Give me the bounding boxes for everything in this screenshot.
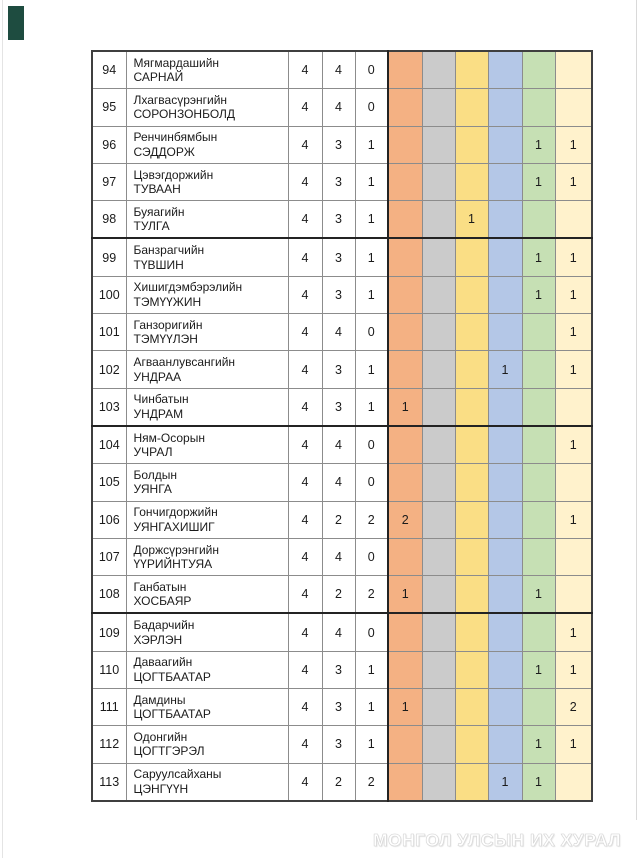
blue-category-cell	[488, 576, 522, 614]
cream-category-cell	[555, 388, 592, 426]
value-cell-v1: 4	[288, 388, 322, 426]
blue-category-cell	[488, 89, 522, 126]
orange-category-cell	[388, 538, 422, 575]
name-cell	[126, 501, 288, 538]
gray-category-cell	[422, 163, 455, 200]
value-cell-v3: 1	[355, 651, 388, 688]
name-cell	[126, 238, 288, 276]
name-given: ЦЭНГҮҮН	[133, 781, 189, 796]
value-cell-v2: 3	[322, 163, 355, 200]
row-number-cell: 94	[92, 51, 126, 89]
value-cell-v2: 4	[322, 51, 355, 89]
name-given: УЯНГА	[133, 482, 172, 497]
value-cell-v1: 4	[288, 201, 322, 239]
gray-category-cell	[422, 314, 455, 351]
yellow-category-cell	[455, 651, 488, 688]
value-cell-v1: 4	[288, 314, 322, 351]
gray-category-cell	[422, 538, 455, 575]
name-patronymic: Дамдины	[133, 692, 186, 707]
orange-category-cell: 1	[388, 388, 422, 426]
gray-category-cell	[422, 51, 455, 89]
value-cell-v3: 2	[355, 576, 388, 614]
name-patronymic: Саруулсайханы	[133, 767, 222, 782]
cream-category-cell	[555, 538, 592, 575]
row-number-cell: 111	[92, 689, 126, 726]
row-number-cell: 106	[92, 501, 126, 538]
yellow-category-cell	[455, 613, 488, 651]
orange-category-cell	[388, 726, 422, 763]
green-category-cell	[522, 501, 555, 538]
green-category-cell: 1	[522, 651, 555, 688]
green-category-cell	[522, 201, 555, 239]
gray-category-cell	[422, 763, 455, 801]
yellow-category-cell	[455, 276, 488, 313]
green-category-cell: 1	[522, 126, 555, 163]
name-patronymic: Доржсүрэнгийн	[133, 542, 219, 557]
orange-category-cell	[388, 464, 422, 501]
row-number-cell: 99	[92, 238, 126, 276]
yellow-category-cell	[455, 351, 488, 388]
value-cell-v1: 4	[288, 538, 322, 575]
table-row	[92, 651, 592, 688]
value-cell-v1: 4	[288, 351, 322, 388]
yellow-category-cell	[455, 89, 488, 126]
green-category-cell	[522, 426, 555, 464]
gray-category-cell	[422, 689, 455, 726]
value-cell-v3: 2	[355, 501, 388, 538]
cream-category-cell	[555, 763, 592, 801]
blue-category-cell	[488, 689, 522, 726]
blue-category-cell	[488, 126, 522, 163]
name-given: САРНАЙ	[133, 70, 184, 85]
attendance-table-body	[92, 51, 592, 801]
orange-category-cell	[388, 126, 422, 163]
blue-category-cell	[488, 388, 522, 426]
gray-category-cell	[422, 726, 455, 763]
green-category-cell	[522, 388, 555, 426]
yellow-category-cell	[455, 238, 488, 276]
name-patronymic: Чинбатын	[133, 392, 189, 407]
name-cell	[126, 613, 288, 651]
gray-category-cell	[422, 464, 455, 501]
gray-category-cell	[422, 576, 455, 614]
name-cell	[126, 351, 288, 388]
cream-category-cell: 1	[555, 613, 592, 651]
yellow-category-cell	[455, 126, 488, 163]
table-row	[92, 314, 592, 351]
cream-category-cell	[555, 464, 592, 501]
yellow-category-cell	[455, 538, 488, 575]
value-cell-v3: 1	[355, 238, 388, 276]
cream-category-cell: 1	[555, 651, 592, 688]
yellow-category-cell	[455, 388, 488, 426]
blue-category-cell	[488, 538, 522, 575]
cream-category-cell: 1	[555, 501, 592, 538]
name-cell	[126, 651, 288, 688]
value-cell-v1: 4	[288, 89, 322, 126]
gray-category-cell	[422, 126, 455, 163]
value-cell-v3: 0	[355, 314, 388, 351]
name-given: ЦОГТГЭРЭЛ	[133, 744, 205, 759]
name-cell	[126, 538, 288, 575]
gray-category-cell	[422, 201, 455, 239]
blue-category-cell	[488, 501, 522, 538]
blue-category-cell: 1	[488, 763, 522, 801]
gray-category-cell	[422, 89, 455, 126]
orange-category-cell: 1	[388, 576, 422, 614]
gray-category-cell	[422, 351, 455, 388]
value-cell-v3: 0	[355, 51, 388, 89]
name-patronymic: Гончигдоржийн	[133, 505, 218, 520]
name-patronymic: Ренчинбямбын	[133, 130, 218, 145]
value-cell-v2: 2	[322, 576, 355, 614]
name-given: ТУВААН	[133, 182, 181, 197]
value-cell-v3: 1	[355, 689, 388, 726]
page-edge-line-right	[636, 0, 637, 820]
name-given: ХОСБАЯР	[133, 594, 192, 609]
name-given: ЦОГТБААТАР	[133, 669, 211, 684]
yellow-category-cell	[455, 501, 488, 538]
row-number-cell: 113	[92, 763, 126, 801]
name-given: УЯНГАХИШИГ	[133, 519, 215, 534]
name-patronymic: Ганбатын	[133, 579, 187, 594]
green-category-cell	[522, 351, 555, 388]
name-patronymic: Хишигдэмбэрэлийн	[133, 280, 243, 295]
row-number-cell: 95	[92, 89, 126, 126]
green-category-cell: 1	[522, 726, 555, 763]
row-number-cell: 105	[92, 464, 126, 501]
name-cell	[126, 89, 288, 126]
table-row	[92, 689, 592, 726]
name-given: ҮҮРИЙНТУЯА	[133, 557, 213, 571]
value-cell-v2: 3	[322, 238, 355, 276]
yellow-category-cell	[455, 689, 488, 726]
green-category-cell: 1	[522, 163, 555, 200]
name-patronymic: Бадарчийн	[133, 618, 195, 633]
orange-category-cell: 1	[388, 689, 422, 726]
name-cell	[126, 763, 288, 801]
name-cell	[126, 314, 288, 351]
green-category-cell: 1	[522, 763, 555, 801]
table-row	[92, 426, 592, 464]
orange-category-cell	[388, 763, 422, 801]
green-category-cell	[522, 689, 555, 726]
name-patronymic: Мягмардашийн	[133, 55, 220, 70]
value-cell-v2: 4	[322, 464, 355, 501]
cream-category-cell: 1	[555, 126, 592, 163]
orange-category-cell	[388, 238, 422, 276]
cream-category-cell: 1	[555, 163, 592, 200]
value-cell-v3: 2	[355, 763, 388, 801]
value-cell-v1: 4	[288, 613, 322, 651]
cream-category-cell: 2	[555, 689, 592, 726]
gray-category-cell	[422, 238, 455, 276]
yellow-category-cell	[455, 51, 488, 89]
name-given: ТУЛГА	[133, 219, 170, 234]
value-cell-v2: 3	[322, 201, 355, 239]
orange-category-cell	[388, 651, 422, 688]
blue-category-cell	[488, 201, 522, 239]
table-row	[92, 464, 592, 501]
value-cell-v1: 4	[288, 464, 322, 501]
cream-category-cell	[555, 201, 592, 239]
value-cell-v3: 0	[355, 464, 388, 501]
value-cell-v3: 0	[355, 613, 388, 651]
table-row	[92, 163, 592, 200]
table-row	[92, 201, 592, 239]
cream-category-cell: 1	[555, 426, 592, 464]
gray-category-cell	[422, 651, 455, 688]
yellow-category-cell	[455, 163, 488, 200]
row-number-cell: 109	[92, 613, 126, 651]
green-category-cell: 1	[522, 276, 555, 313]
cream-category-cell: 1	[555, 351, 592, 388]
name-given: УЧРАЛ	[133, 445, 173, 460]
row-number-cell: 103	[92, 388, 126, 426]
name-given: ТЭМҮҮЛЭН	[133, 332, 198, 347]
table-row	[92, 576, 592, 614]
green-category-cell: 1	[522, 576, 555, 614]
value-cell-v3: 1	[355, 126, 388, 163]
orange-category-cell	[388, 351, 422, 388]
value-cell-v1: 4	[288, 238, 322, 276]
name-cell	[126, 576, 288, 614]
row-number-cell: 112	[92, 726, 126, 763]
row-number-cell: 96	[92, 126, 126, 163]
value-cell-v2: 4	[322, 314, 355, 351]
green-category-cell	[522, 89, 555, 126]
blue-category-cell	[488, 163, 522, 200]
value-cell-v3: 1	[355, 726, 388, 763]
value-cell-v3: 1	[355, 351, 388, 388]
blue-category-cell	[488, 464, 522, 501]
name-cell	[126, 464, 288, 501]
row-number-cell: 108	[92, 576, 126, 614]
value-cell-v3: 1	[355, 163, 388, 200]
value-cell-v1: 4	[288, 726, 322, 763]
name-patronymic: Ганзоригийн	[133, 317, 203, 332]
row-number-cell: 110	[92, 651, 126, 688]
row-number-cell: 101	[92, 314, 126, 351]
green-category-cell: 1	[522, 238, 555, 276]
blue-category-cell: 1	[488, 351, 522, 388]
row-number-cell: 97	[92, 163, 126, 200]
gray-category-cell	[422, 426, 455, 464]
value-cell-v1: 4	[288, 276, 322, 313]
name-cell	[126, 276, 288, 313]
value-cell-v2: 3	[322, 351, 355, 388]
blue-category-cell	[488, 276, 522, 313]
orange-category-cell	[388, 89, 422, 126]
name-cell	[126, 689, 288, 726]
orange-category-cell	[388, 426, 422, 464]
cream-category-cell	[555, 51, 592, 89]
name-given: ТЭМҮҮЖИН	[133, 294, 202, 309]
name-patronymic: Даваагийн	[133, 655, 193, 670]
yellow-category-cell	[455, 464, 488, 501]
value-cell-v1: 4	[288, 426, 322, 464]
gray-category-cell	[422, 276, 455, 313]
green-category-cell	[522, 314, 555, 351]
orange-category-cell	[388, 51, 422, 89]
yellow-category-cell	[455, 426, 488, 464]
name-patronymic: Одонгийн	[133, 729, 188, 744]
name-cell	[126, 51, 288, 89]
green-category-cell	[522, 51, 555, 89]
value-cell-v1: 4	[288, 501, 322, 538]
cream-category-cell: 1	[555, 726, 592, 763]
gray-category-cell	[422, 613, 455, 651]
value-cell-v3: 1	[355, 388, 388, 426]
value-cell-v3: 0	[355, 89, 388, 126]
attendance-table	[91, 50, 593, 802]
cream-category-cell	[555, 576, 592, 614]
green-category-cell	[522, 613, 555, 651]
name-cell	[126, 163, 288, 200]
orange-category-cell	[388, 276, 422, 313]
blue-category-cell	[488, 51, 522, 89]
value-cell-v3: 1	[355, 276, 388, 313]
name-given: УНДРАА	[133, 369, 182, 384]
name-given: УНДРАМ	[133, 406, 184, 421]
value-cell-v2: 4	[322, 426, 355, 464]
row-number-cell: 102	[92, 351, 126, 388]
cream-category-cell: 1	[555, 314, 592, 351]
gray-category-cell	[422, 501, 455, 538]
cream-category-cell: 1	[555, 276, 592, 313]
name-cell	[126, 388, 288, 426]
name-patronymic: Буяагийн	[133, 204, 185, 219]
value-cell-v1: 4	[288, 163, 322, 200]
name-given: ЦОГТБААТАР	[133, 707, 211, 722]
value-cell-v1: 4	[288, 126, 322, 163]
gray-category-cell	[422, 388, 455, 426]
table-row	[92, 726, 592, 763]
name-patronymic: Агваанлувсангийн	[133, 355, 236, 370]
name-patronymic: Ням-Осорын	[133, 430, 205, 445]
value-cell-v2: 3	[322, 689, 355, 726]
corner-mark	[8, 6, 24, 40]
table-row	[92, 89, 592, 126]
cream-category-cell: 1	[555, 238, 592, 276]
row-number-cell: 104	[92, 426, 126, 464]
name-given: ТҮВШИН	[133, 257, 184, 272]
blue-category-cell	[488, 726, 522, 763]
value-cell-v1: 4	[288, 51, 322, 89]
page-edge-line-left	[2, 0, 3, 858]
value-cell-v1: 4	[288, 651, 322, 688]
value-cell-v1: 4	[288, 689, 322, 726]
name-given: СОРОНЗОНБОЛД	[133, 107, 236, 122]
blue-category-cell	[488, 426, 522, 464]
orange-category-cell	[388, 314, 422, 351]
table-row	[92, 276, 592, 313]
table-row	[92, 238, 592, 276]
orange-category-cell	[388, 163, 422, 200]
value-cell-v3: 1	[355, 201, 388, 239]
value-cell-v3: 0	[355, 426, 388, 464]
value-cell-v2: 4	[322, 89, 355, 126]
orange-category-cell	[388, 201, 422, 239]
table-row	[92, 51, 592, 89]
name-patronymic: Лхагвасүрэнгийн	[133, 92, 228, 107]
blue-category-cell	[488, 613, 522, 651]
table-row	[92, 126, 592, 163]
green-category-cell	[522, 464, 555, 501]
row-number-cell: 107	[92, 538, 126, 575]
value-cell-v2: 2	[322, 501, 355, 538]
table-row	[92, 351, 592, 388]
cream-category-cell	[555, 89, 592, 126]
value-cell-v2: 3	[322, 276, 355, 313]
yellow-category-cell	[455, 763, 488, 801]
name-patronymic: Цэвэгдоржийн	[133, 167, 214, 182]
yellow-category-cell	[455, 314, 488, 351]
table-row	[92, 613, 592, 651]
table-row	[92, 763, 592, 801]
value-cell-v2: 3	[322, 126, 355, 163]
green-category-cell	[522, 538, 555, 575]
value-cell-v2: 3	[322, 388, 355, 426]
value-cell-v2: 3	[322, 726, 355, 763]
name-given: СЭДДОРЖ	[133, 144, 195, 159]
name-cell	[126, 726, 288, 763]
blue-category-cell	[488, 238, 522, 276]
yellow-category-cell: 1	[455, 201, 488, 239]
blue-category-cell	[488, 314, 522, 351]
value-cell-v2: 3	[322, 651, 355, 688]
orange-category-cell	[388, 613, 422, 651]
name-cell	[126, 126, 288, 163]
value-cell-v2: 4	[322, 613, 355, 651]
value-cell-v2: 4	[322, 538, 355, 575]
row-number-cell: 98	[92, 201, 126, 239]
yellow-category-cell	[455, 576, 488, 614]
yellow-category-cell	[455, 726, 488, 763]
value-cell-v1: 4	[288, 763, 322, 801]
table-row	[92, 501, 592, 538]
name-patronymic: Болдын	[133, 467, 178, 482]
table-row	[92, 538, 592, 575]
name-patronymic: Банзрагчийн	[133, 243, 205, 258]
value-cell-v1: 4	[288, 576, 322, 614]
watermark-text: МОНГОЛ УЛСЫН ИХ ХУРАЛ	[372, 830, 621, 850]
value-cell-v2: 2	[322, 763, 355, 801]
orange-category-cell: 2	[388, 501, 422, 538]
table-row	[92, 388, 592, 426]
row-number-cell: 100	[92, 276, 126, 313]
value-cell-v3: 0	[355, 538, 388, 575]
name-cell	[126, 426, 288, 464]
blue-category-cell	[488, 651, 522, 688]
name-cell	[126, 201, 288, 239]
name-given: ХЭРЛЭН	[133, 632, 183, 647]
